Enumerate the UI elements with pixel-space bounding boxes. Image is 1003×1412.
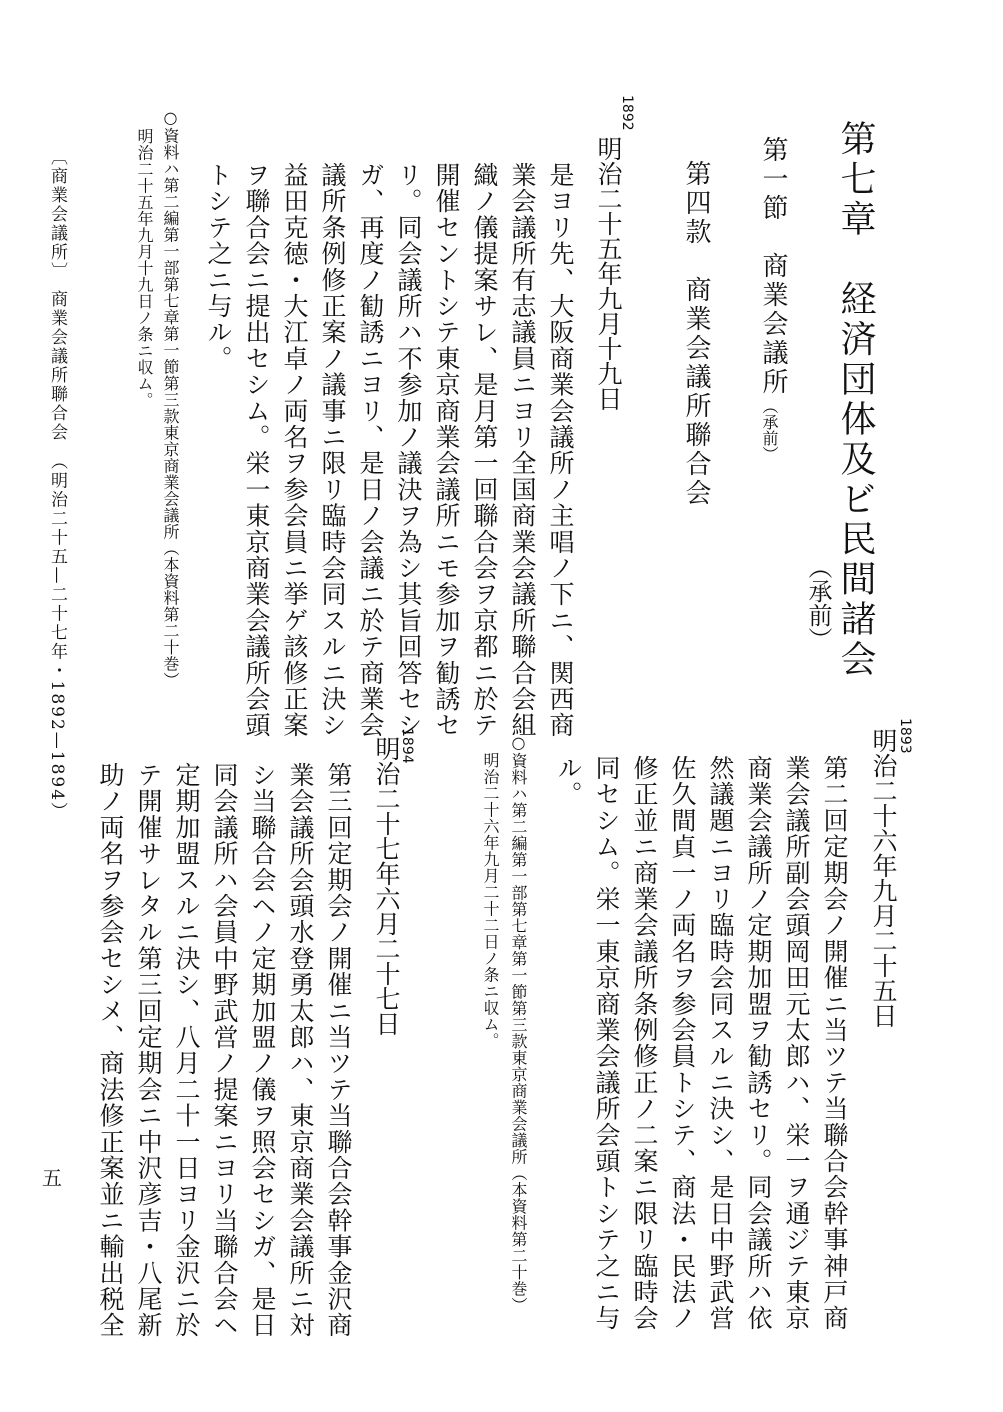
page-number: 五 [42, 1166, 62, 1190]
body-line: 佐久間貞一ノ両名ヲ参会員トシテ、商法・民法ノ [668, 755, 697, 1332]
body-line: シ当聯合会ヘノ定期加盟ノ儀ヲ照会セシガ、是日 [248, 762, 277, 1339]
body-line: 同セシム。栄一東京商業会議所会頭トシテ之ニ与 [592, 755, 621, 1332]
section-title: 第一節 商業会議所 [758, 136, 788, 397]
chapter-title: 第七章 経済団体及ビ民間諸会 [835, 120, 876, 680]
body-line: 第三回定期会ノ開催ニ当ツテ当聯合会幹事金沢商 [324, 762, 353, 1339]
body-line: 然議題ニヨリ臨時会同スルニ決シ、是日中野武営 [706, 755, 735, 1332]
body-line: 是ヨリ先、大阪商業会議所ノ主唱ノ下ニ、関西商 [546, 162, 575, 739]
article-title: 第四款 商業会議所聯合会 [681, 160, 711, 508]
body-line: 益田克徳・大江卓ノ両名ヲ参会員ニ挙ゲ該修正案 [280, 162, 309, 739]
entry-year: 1892 [619, 95, 635, 131]
body-line: 開催セントシテ東京商業会議所ニモ参加ヲ勧誘セ [432, 162, 461, 739]
body-line: 定期加盟スルニ決シ、八月二十一日ヨリ金沢ニ於 [172, 762, 201, 1339]
section-continued: （承前） [760, 398, 779, 462]
running-head-category: 〔商業会議所〕 [47, 148, 67, 281]
body-line: 議所条例修正案ノ議事ニ限リ臨時会同スルニ決シ [318, 162, 347, 739]
body-line: 織ノ儀提案サレ、是月第一回聯合会ヲ京都ニ於テ [470, 162, 499, 739]
body-line: 業会議所会頭水登勇太郎ハ、東京商業会議所ニ対 [286, 762, 315, 1339]
entry-date: 明治二十五年九月十九日 [594, 136, 623, 411]
chapter-continued: （承前） [804, 555, 832, 651]
body-line: 業会議所有志議員ニヨリ全国商業会議所聯合会組 [508, 162, 537, 739]
body-line: ガ、再度ノ勧誘ニヨリ、是日ノ会議ニ於テ商業会 [356, 162, 385, 739]
body-line: リ。同会議所ハ不参加ノ議決ヲ為シ其旨回答セシ [394, 162, 423, 739]
entry-year: 1894 [399, 728, 415, 764]
entry-date: 明治二十七年六月二十七日 [372, 736, 401, 1036]
body-line: ル。 [554, 755, 583, 808]
body-line: 第二回定期会ノ開催ニ当ツテ当聯合会幹事神戸商 [820, 755, 849, 1332]
source-note: ○資料ハ第二編第一部第七章第一節第三款東京商業会議所（本資料第二十巻） [161, 108, 180, 689]
running-head-title: 商業会議所聯合会 （明治二十五—二十七年・1892—1894） [47, 290, 67, 822]
body-line: 修正並ニ商業会議所条例修正ノ二案ニ限リ臨時会 [630, 755, 659, 1332]
source-note: 明治二十六年九月二十二日ノ条ニ収ム。 [481, 752, 500, 1049]
body-line: 同会議所ハ会員中野武営ノ提案ニヨリ当聯合会ヘ [210, 762, 239, 1339]
source-note: ○資料ハ第二編第一部第七章第一節第三款東京商業会議所（本資料第二十巻） [509, 733, 528, 1314]
source-note: 明治二十五年九月十九日ノ条ニ収ム。 [135, 128, 154, 409]
body-line: 業会議所副会頭岡田元太郎ハ、栄一ヲ通ジテ東京 [782, 755, 811, 1332]
entry-date: 明治二十六年九月二十五日 [869, 728, 898, 1028]
body-line: 助ノ両名ヲ参会セシメ、商法修正案並ニ輸出税全 [96, 762, 125, 1339]
body-line: トシテ之ニ与ル。 [204, 162, 233, 372]
body-line: ヲ聯合会ニ提出セシム。栄一東京商業会議所会頭 [242, 162, 271, 739]
body-line: 商業会議所ノ定期加盟ヲ勧誘セリ。同会議所ハ依 [744, 755, 773, 1332]
entry-year: 1893 [897, 718, 913, 754]
body-line: テ開催サレタル第三回定期会ニ中沢彦吉・八尾新 [134, 762, 163, 1339]
